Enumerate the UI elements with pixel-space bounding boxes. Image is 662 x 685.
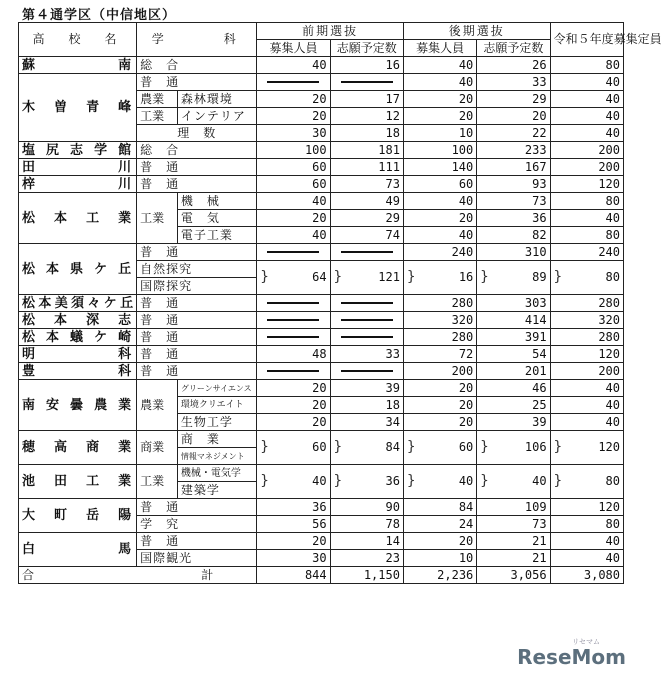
late-applicants: 36 [477,210,550,227]
early-recruit: 20 [257,210,330,227]
early-recruit: 60 [257,159,330,176]
dept-name: 機 械 [177,193,256,210]
late-applicants: 310 [477,244,550,261]
header-early-applicants: 志願予定数 [330,40,403,57]
dept-name: 電子工業 [177,227,256,244]
early-applicants: 90 [330,499,403,516]
quota: 120 [550,176,623,193]
late-applicants: } 106 [477,431,550,465]
early-recruit: 40 [257,193,330,210]
dash-mark [257,363,330,380]
quota: 120 [550,346,623,363]
dept-name: 建築学 [177,482,256,499]
quota: 200 [550,363,623,380]
late-recruit: 20 [403,108,476,125]
early-recruit: 20 [257,380,330,397]
early-recruit: } 40 [257,465,330,499]
header-dept: 学 科 [137,23,257,57]
early-applicants: 49 [330,193,403,210]
dept-name: 普 通 [137,346,257,363]
dash-mark [257,295,330,312]
late-recruit: 10 [403,550,476,567]
header-school: 高 校 名 [19,23,137,57]
quota: } 120 [550,431,623,465]
dept-name: グリーンサイエンス [177,380,256,397]
late-recruit: } 40 [403,465,476,499]
dept-name: 商 業 [177,431,256,448]
late-recruit: 60 [403,176,476,193]
quota: 80 [550,57,623,74]
late-applicants: 391 [477,329,550,346]
late-recruit: 10 [403,125,476,142]
quota: 200 [550,159,623,176]
late-applicants: 46 [477,380,550,397]
table-row [19,346,624,363]
header-late-recruit: 募集人員 [403,40,476,57]
quota: 280 [550,295,623,312]
dept-name: 機械・電気学 [177,465,256,482]
dash-mark [330,244,403,261]
late-recruit: } 60 [403,431,476,465]
quota: } 80 [550,465,623,499]
school-name: 梓川 [19,176,137,193]
quota: 80 [550,227,623,244]
table-row [19,57,624,74]
table-row [19,465,624,482]
header-late-applicants: 志願予定数 [477,40,550,57]
total-late-recruit: 2,236 [403,567,476,584]
school-name: 松本深志 [19,312,137,329]
dept-name: 自然探究 [137,261,257,278]
late-applicants: } 89 [477,261,550,295]
total-label: 合計 [19,567,257,584]
dept-name: 普 通 [137,329,257,346]
late-applicants: 21 [477,550,550,567]
late-applicants: } 40 [477,465,550,499]
quota: 40 [550,91,623,108]
quota: 40 [550,210,623,227]
late-recruit: } 16 [403,261,476,295]
late-applicants: 25 [477,397,550,414]
total-row [19,567,624,584]
table-row [19,295,624,312]
late-applicants: 26 [477,57,550,74]
header-quota: 令和５年度募集定員 [550,23,623,57]
dept-name: 学 究 [137,516,257,533]
school-name: 松本美須々ケ丘 [19,295,137,312]
late-recruit: 20 [403,533,476,550]
late-recruit: 72 [403,346,476,363]
school-name: 蘇南 [19,57,137,74]
early-recruit: 48 [257,346,330,363]
dept-name: 普 通 [137,159,257,176]
dept-name: 生物工学 [177,414,256,431]
dept-name: 国際探究 [137,278,257,295]
table-row [19,499,624,516]
dept-name: 普 通 [137,244,257,261]
early-applicants: 16 [330,57,403,74]
dept-name: 普 通 [137,74,257,91]
dept-name: 環境クリエイト [177,397,256,414]
table-row [19,142,624,159]
early-recruit: 20 [257,397,330,414]
early-recruit: } 64 [257,261,330,295]
dept-name: 普 通 [137,295,257,312]
late-applicants: 73 [477,516,550,533]
early-applicants: 14 [330,533,403,550]
dash-mark [330,295,403,312]
table-row [19,380,624,397]
dept-name: 総 合 [137,57,257,74]
early-recruit: 40 [257,57,330,74]
table-row [19,74,624,91]
total-late-applicants: 3,056 [477,567,550,584]
late-recruit: 280 [403,295,476,312]
quota: 40 [550,125,623,142]
early-recruit: 36 [257,499,330,516]
early-applicants: 34 [330,414,403,431]
late-recruit: 320 [403,312,476,329]
quota: 80 [550,193,623,210]
late-applicants: 201 [477,363,550,380]
school-name: 松本県ケ丘 [19,244,137,295]
dept-name: 情報マネジメント [177,448,256,465]
dept-name: 国際観光 [137,550,257,567]
header-early: 前期選抜 [257,23,404,40]
dash-mark [257,244,330,261]
quota: 40 [550,74,623,91]
late-recruit: 100 [403,142,476,159]
total-early-recruit: 844 [257,567,330,584]
early-recruit: 20 [257,91,330,108]
school-name: 穂高商業 [19,431,137,465]
late-applicants: 303 [477,295,550,312]
early-applicants: 39 [330,380,403,397]
late-applicants: 414 [477,312,550,329]
early-applicants: 74 [330,227,403,244]
early-recruit: 20 [257,414,330,431]
table-row [19,244,624,261]
dept-name: 普 通 [137,499,257,516]
dept-name: 総 合 [137,142,257,159]
quota: } 80 [550,261,623,295]
total-quota: 3,080 [550,567,623,584]
late-recruit: 40 [403,57,476,74]
quota: 80 [550,516,623,533]
table-row [19,312,624,329]
early-recruit: 30 [257,550,330,567]
school-name: 南安曇農業 [19,380,137,431]
late-applicants: 21 [477,533,550,550]
quota: 200 [550,142,623,159]
school-name: 明科 [19,346,137,363]
dept-category: 農業 [137,91,178,108]
header-late: 後期選抜 [403,23,550,40]
dash-mark [257,329,330,346]
dept-name: 森林環境 [177,91,256,108]
quota: 40 [550,550,623,567]
late-recruit: 20 [403,380,476,397]
admission-table [18,22,662,584]
early-applicants: 29 [330,210,403,227]
early-applicants: } 121 [330,261,403,295]
early-applicants: } 84 [330,431,403,465]
late-applicants: 82 [477,227,550,244]
early-applicants: 23 [330,550,403,567]
dash-mark [257,74,330,91]
late-applicants: 22 [477,125,550,142]
table-row [19,431,624,448]
early-applicants: 181 [330,142,403,159]
late-applicants: 33 [477,74,550,91]
school-name: 松本蟻ケ崎 [19,329,137,346]
logo-subtext: リセマム [572,638,600,646]
early-applicants: 33 [330,346,403,363]
resemom-logo [517,638,626,669]
page-title: 第４通学区（中信地区） [22,8,177,23]
early-recruit: 56 [257,516,330,533]
school-name: 田川 [19,159,137,176]
late-recruit: 40 [403,227,476,244]
dept-category: 農業 [137,380,178,431]
late-recruit: 20 [403,210,476,227]
late-recruit: 140 [403,159,476,176]
total-early-applicants: 1,150 [330,567,403,584]
late-applicants: 73 [477,193,550,210]
early-recruit: 20 [257,108,330,125]
early-recruit: 20 [257,533,330,550]
dash-mark [257,312,330,329]
late-recruit: 84 [403,499,476,516]
late-recruit: 240 [403,244,476,261]
early-applicants: } 36 [330,465,403,499]
early-applicants: 78 [330,516,403,533]
early-recruit: 100 [257,142,330,159]
late-recruit: 200 [403,363,476,380]
dept-name: 普 通 [137,533,257,550]
quota: 40 [550,380,623,397]
early-recruit: 60 [257,176,330,193]
school-name: 松本工業 [19,193,137,244]
dept-name: 普 通 [137,363,257,380]
early-recruit: } 60 [257,431,330,465]
table-row [19,329,624,346]
table-row [19,159,624,176]
late-applicants: 167 [477,159,550,176]
school-name: 白馬 [19,533,137,567]
dash-mark [330,363,403,380]
dept-name: 電 気 [177,210,256,227]
early-applicants: 17 [330,91,403,108]
dept-name: 理 数 [137,125,257,142]
early-recruit: 30 [257,125,330,142]
table-row [19,533,624,550]
late-recruit: 20 [403,414,476,431]
dept-category: 工業 [137,465,178,499]
early-applicants: 111 [330,159,403,176]
dept-name: 普 通 [137,312,257,329]
dept-name: インテリア [177,108,256,125]
dept-category: 商業 [137,431,178,465]
late-recruit: 40 [403,74,476,91]
quota: 40 [550,397,623,414]
early-applicants: 73 [330,176,403,193]
dash-mark [330,74,403,91]
dept-name: 普 通 [137,176,257,193]
late-applicants: 29 [477,91,550,108]
late-applicants: 54 [477,346,550,363]
dept-category: 工業 [137,193,178,244]
dash-mark [330,329,403,346]
late-recruit: 280 [403,329,476,346]
dash-mark [330,312,403,329]
school-name: 木曽青峰 [19,74,137,142]
table-row [19,176,624,193]
school-name: 塩尻志学館 [19,142,137,159]
late-applicants: 93 [477,176,550,193]
table-row [19,363,624,380]
early-applicants: 18 [330,125,403,142]
logo-text: ReseMom [517,645,626,669]
early-recruit: 40 [257,227,330,244]
quota: 120 [550,499,623,516]
quota: 280 [550,329,623,346]
school-name: 豊科 [19,363,137,380]
school-name: 池田工業 [19,465,137,499]
quota: 40 [550,414,623,431]
late-applicants: 109 [477,499,550,516]
late-applicants: 39 [477,414,550,431]
early-applicants: 18 [330,397,403,414]
quota: 240 [550,244,623,261]
quota: 40 [550,108,623,125]
quota: 40 [550,533,623,550]
late-recruit: 40 [403,193,476,210]
early-applicants: 12 [330,108,403,125]
late-recruit: 20 [403,397,476,414]
quota: 320 [550,312,623,329]
school-name: 大町岳陽 [19,499,137,533]
late-recruit: 24 [403,516,476,533]
dept-category: 工業 [137,108,178,125]
late-applicants: 20 [477,108,550,125]
late-applicants: 233 [477,142,550,159]
late-recruit: 20 [403,91,476,108]
header-early-recruit: 募集人員 [257,40,330,57]
table-row [19,193,624,210]
